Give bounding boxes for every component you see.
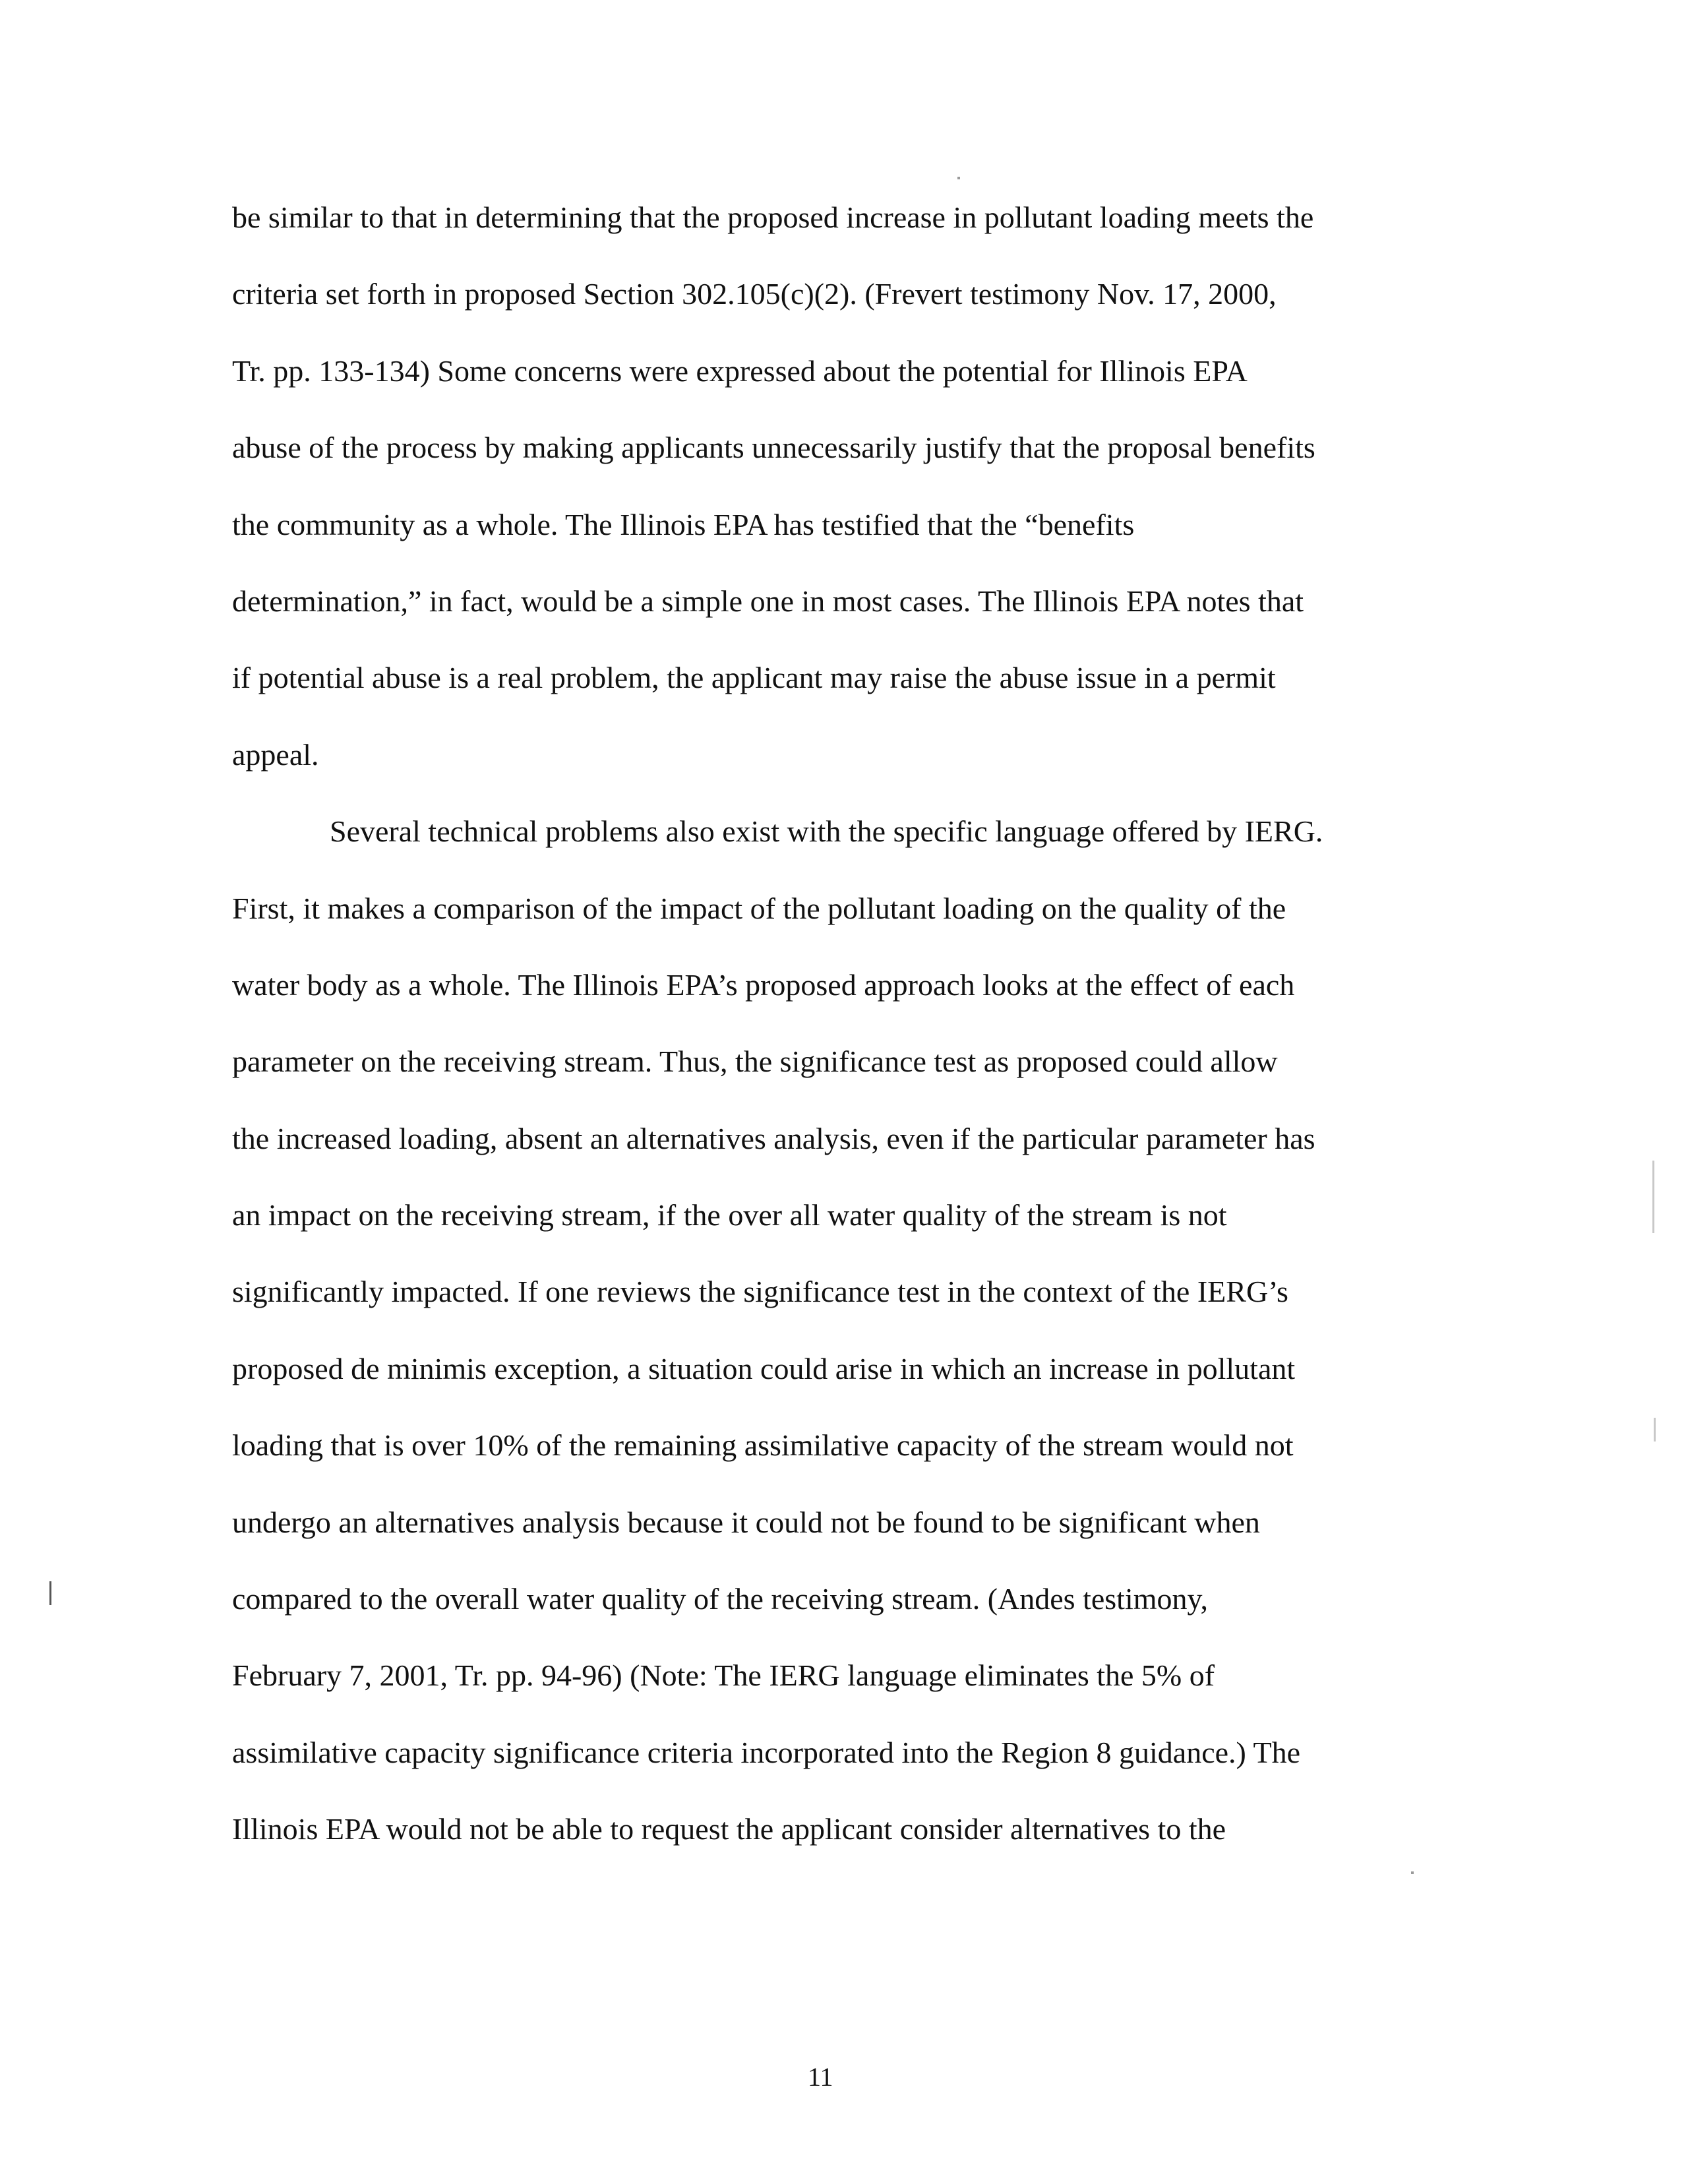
text-line: the community as a whole. The Illinois EPA has testified that the “benefits [232,507,1135,541]
text-line: undergo an alternatives analysis because it could not be found to be significant when [232,1505,1260,1539]
text-line: Tr. pp. 133-134) Some concerns were expressed about the potential for Illinois EPA [232,353,1248,388]
text-line: abuse of the process by making applicants unnecessarily justify that the proposal benefits [232,431,1315,465]
text-line: the increased loading, absent an alternatives analysis, even if the particular parameter has [232,1121,1315,1155]
text-line: be similar to that in determining that the proposed increase in pollutant loading meets the [232,200,1314,234]
scan-speck [1652,1161,1654,1233]
text-line: criteria set forth in proposed Section 302.105(c)(2). (Frevert testimony Nov. 17, 2000, [232,277,1277,311]
body-text [232,195,1439,1883]
text-line: water body as a whole. The Illinois EPA’s proposed approach looks at the effect of each [232,967,1295,1002]
page-number: 11 [808,2062,833,2092]
text-line: loading that is over 10% of the remaining assimilative capacity of the stream would not [232,1428,1294,1463]
text-line: Illinois EPA would not be able to request the applicant consider alternatives to the [232,1812,1226,1846]
text-line: compared to the overall water quality of the receiving stream. (Andes testimony, [232,1582,1209,1616]
text-line: significantly impacted. If one reviews the significance test in the context of the IERG’s [232,1275,1288,1309]
text-line: proposed de minimis exception, a situation could arise in which an increase in pollutant [232,1351,1296,1385]
text-line: if potential abuse is a real problem, the applicant may raise the abuse issue in a permit [232,661,1276,695]
text-line: appeal. [232,737,319,772]
scan-speck [957,177,960,179]
paragraph-first-line: Several technical problems also exist with the specific language offered by IERG. [330,814,1323,849]
scan-speck [1411,1871,1414,1874]
text-line: February 7, 2001, Tr. pp. 94-96) (Note: The IERG language eliminates the 5% of [232,1658,1215,1693]
text-line: an impact on the receiving stream, if the over all water quality of the stream is not [232,1198,1227,1232]
scan-speck [49,1581,51,1605]
text-line: assimilative capacity significance criteria incorporated into the Region 8 guidance.) The [232,1735,1301,1769]
text-line: determination,” in fact, would be a simple one in most cases. The Illinois EPA notes that [232,584,1304,618]
text-line: First, it makes a comparison of the impact of the pollutant loading on the quality of the [232,891,1286,925]
text-line: parameter on the receiving stream. Thus, the significance test as proposed could allow [232,1045,1278,1079]
scan-speck [1654,1418,1656,1441]
